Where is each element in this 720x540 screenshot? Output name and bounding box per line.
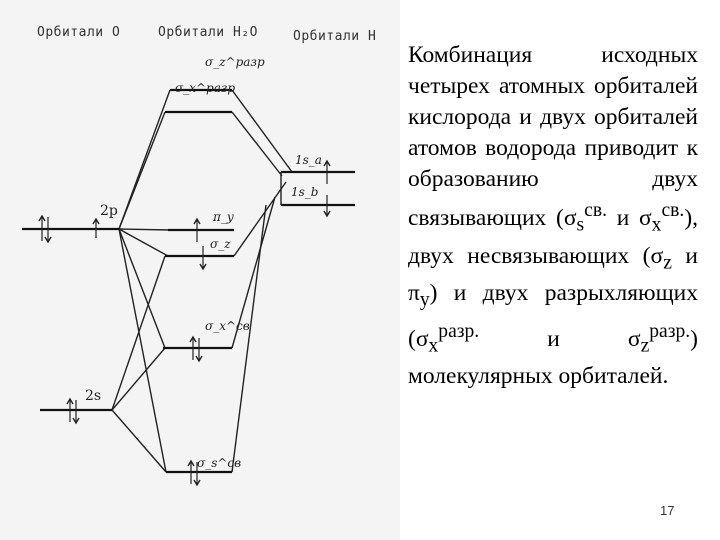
text-part-3: ), двух несвязывающих ( bbox=[408, 204, 699, 269]
label-sigma-x-antibonding: σ_x^разр bbox=[175, 81, 236, 95]
text-part-2: и bbox=[606, 204, 639, 231]
subscript-x: x bbox=[651, 214, 662, 236]
label-sigma-z: σ_z bbox=[210, 237, 231, 251]
superscript-bonding: св. bbox=[584, 200, 607, 221]
text-part-7: ) молекулярных орбиталей. bbox=[408, 325, 698, 390]
page-number: 17 bbox=[660, 503, 675, 518]
label-2p: 2p bbox=[100, 203, 118, 219]
symbol-sigma-z: σ bbox=[650, 242, 664, 269]
label-sigma-s-bonding: σ_s^св bbox=[197, 456, 242, 470]
symbol-pi-y: π bbox=[408, 280, 420, 307]
superscript-bonding-2: св. bbox=[661, 200, 685, 221]
label-hydrogen-1sa: 1s_a bbox=[295, 153, 322, 167]
symbol-sigma-s: σ bbox=[563, 204, 577, 231]
subscript-z: z bbox=[663, 252, 672, 274]
text-part-5: ) и двух разрыхляющих ( bbox=[408, 280, 698, 352]
superscript-antibonding-2: разр. bbox=[649, 320, 691, 342]
subscript-s: s bbox=[576, 214, 585, 236]
subscript-y: y bbox=[419, 289, 430, 311]
header-water-orbitals: Орбитали H₂O bbox=[158, 25, 258, 40]
subscript-x-2: x bbox=[428, 335, 439, 357]
label-sigma-z-antibonding: σ_z^разр bbox=[205, 55, 265, 69]
text-part-4: и bbox=[671, 242, 698, 269]
text-part-1: Комбинация исходных четырех атомных орбиталей кислорода и двух орбиталей атомов водорода приводит к образованию двух связывающих ( bbox=[408, 42, 698, 231]
symbol-sigma-z-antibonding: σ bbox=[627, 325, 641, 352]
explanation-text bbox=[408, 40, 698, 392]
header-oxygen-orbitals: Орбитали O bbox=[37, 25, 121, 40]
superscript-antibonding: разр. bbox=[438, 320, 480, 342]
text-part-6: и bbox=[479, 325, 628, 352]
symbol-sigma-x-antibonding: σ bbox=[415, 325, 429, 352]
label-pi-y: π_y bbox=[213, 210, 234, 224]
header-hydrogen-orbitals: Орбитали H bbox=[293, 29, 377, 44]
symbol-sigma-x: σ bbox=[639, 204, 652, 231]
label-hydrogen-1sb: 1s_b bbox=[291, 185, 319, 199]
subscript-z-2: z bbox=[640, 335, 650, 357]
explanation-paragraph bbox=[408, 40, 698, 392]
label-2s: 2s bbox=[85, 388, 102, 404]
label-sigma-x-bonding: σ_x^св bbox=[205, 319, 250, 333]
